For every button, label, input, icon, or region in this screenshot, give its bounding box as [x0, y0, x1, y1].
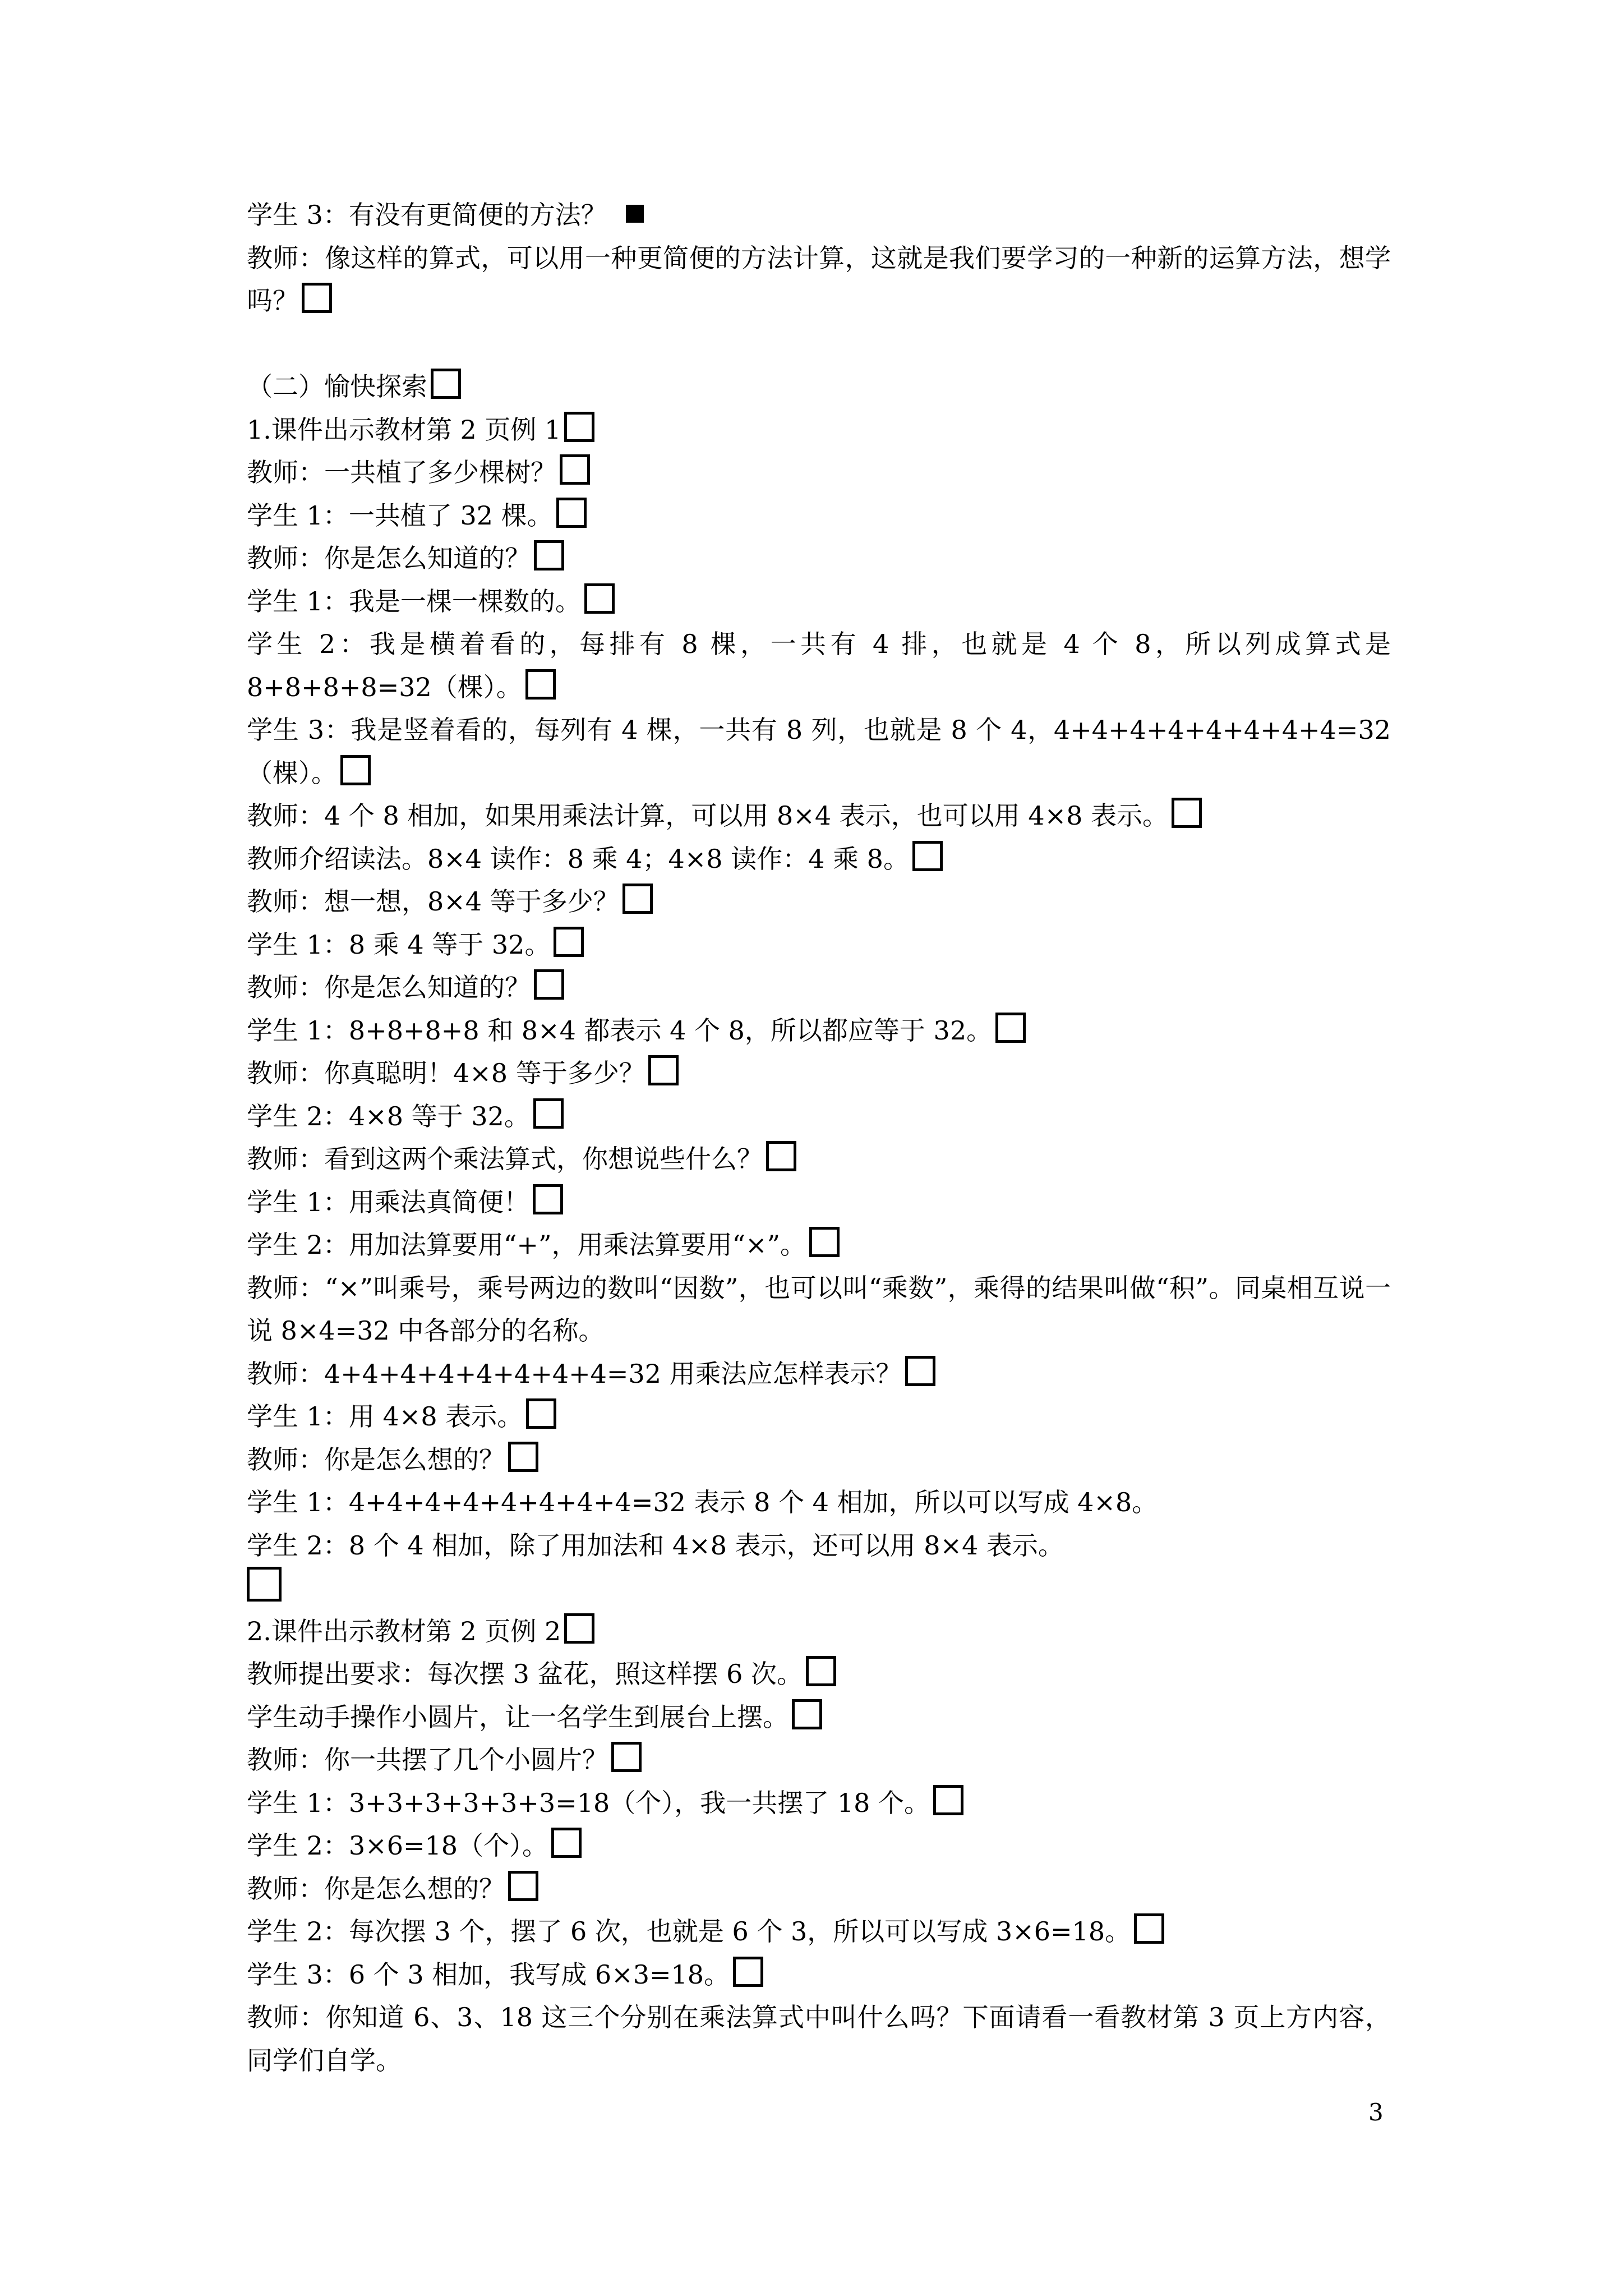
checkbox-icon — [806, 1656, 836, 1686]
blank-line — [247, 323, 1391, 366]
checkbox-icon — [564, 1613, 594, 1644]
checkbox-icon — [912, 841, 943, 871]
line-text: 学生 2：我是横着看的，每排有 8 棵，一共有 4 排，也就是 4 个 8，所以列成算式是 8+8+8+8=32（棵）。 — [247, 629, 1391, 702]
line-text: 学生 1：3+3+3+3+3+3=18（个），我一共摆了 18 个。 — [247, 1787, 930, 1818]
checkbox-icon — [905, 1356, 935, 1386]
checkbox-icon — [551, 1828, 582, 1858]
text-line — [247, 1181, 1391, 1224]
text-line — [247, 537, 1391, 580]
text-line — [247, 1009, 1391, 1052]
text-line — [247, 1610, 1391, 1653]
checkbox-icon — [584, 583, 615, 614]
text-line — [247, 1052, 1391, 1095]
text-line — [247, 580, 1391, 623]
checkbox-icon — [431, 369, 461, 399]
line-text: 学生 1：我是一棵一棵数的。 — [247, 586, 581, 616]
checkbox-icon — [623, 884, 653, 914]
line-text: 教师提出要求：每次摆 3 盆花，照这样摆 6 次。 — [247, 1659, 803, 1689]
text-line — [247, 1352, 1391, 1396]
line-text: 学生 3：6 个 3 相加，我写成 6×3=18。 — [247, 1959, 730, 1990]
checkbox-icon — [508, 1442, 538, 1472]
text-line — [247, 923, 1391, 967]
text-line — [247, 1395, 1391, 1438]
text-line — [247, 1996, 1391, 2082]
line-text: 教师：你是怎么知道的？ — [247, 543, 531, 573]
checkbox-icon — [1134, 1913, 1164, 1944]
line-text: 教师：你是怎么想的？ — [247, 1444, 505, 1475]
line-text: 学生 1：一共植了 32 棵。 — [247, 500, 553, 531]
checkbox-icon — [554, 927, 584, 957]
text-line — [247, 1653, 1391, 1696]
line-text: 教师：4 个 8 相加，如果用乘法计算，可以用 8×4 表示，也可以用 4×8 表示。 — [247, 800, 1169, 831]
line-text: 教师：4+4+4+4+4+4+4+4=32 用乘法应怎样表示？ — [247, 1358, 902, 1389]
line-text: 教师：你一共摆了几个小圆片？ — [247, 1745, 608, 1775]
text-line — [247, 1953, 1391, 1996]
checkbox-icon — [933, 1785, 963, 1815]
line-text: （二）愉快探索 — [247, 371, 427, 402]
line-text: 教师：看到这两个乘法算式，你想说些什么？ — [247, 1144, 763, 1174]
page-number: 3 — [1368, 2099, 1384, 2126]
line-text: 学生 3：我是竖着看的，每列有 4 棵，一共有 8 列，也就是 8 个 4，4+4+4+4+4+4+4+4=32（棵）。 — [247, 715, 1391, 788]
line-text: 学生 2：3×6=18（个）。 — [247, 1830, 548, 1861]
line-text: 教师：你知道 6、3、18 这三个分别在乘法算式中叫什么吗？下面请看一看教材第 3 页上方内容，同学们自学。 — [247, 2002, 1391, 2076]
text-line — [247, 1524, 1391, 1567]
text-line — [247, 1910, 1391, 1953]
text-line — [247, 451, 1391, 494]
lesson-transcript — [247, 194, 1391, 2082]
text-line — [247, 1095, 1391, 1138]
text-line — [247, 408, 1391, 452]
line-text: 教师：你是怎么想的？ — [247, 1873, 505, 1904]
checkbox-icon — [533, 1098, 564, 1129]
checkbox-icon — [526, 1398, 556, 1429]
line-text: 学生 1：用乘法真简便！ — [247, 1186, 529, 1217]
checkbox-icon — [508, 1871, 538, 1901]
text-line — [247, 1223, 1391, 1267]
checkbox-icon — [995, 1013, 1026, 1043]
line-text: 教师：“×”叫乘号，乘号两边的数叫“因数”，也可以叫“乘数”，乘得的结果叫做“积”。同桌相互说一说 8×4=32 中各部分的名称。 — [247, 1272, 1391, 1346]
checkbox-icon — [1172, 798, 1202, 828]
checkbox-icon — [340, 755, 371, 785]
line-text: 学生 1：8 乘 4 等于 32。 — [247, 929, 551, 960]
checkbox-icon — [534, 969, 564, 1000]
checkbox-icon — [766, 1141, 796, 1171]
checkbox-icon — [648, 1055, 679, 1085]
text-line — [247, 1696, 1391, 1739]
line-text: 教师：你真聪明！4×8 等于多少？ — [247, 1058, 645, 1088]
checkbox-icon — [534, 540, 564, 570]
line-text: 教师：像这样的算式，可以用一种更简便的方法计算，这就是我们要学习的一种新的运算方法，想学吗？ — [247, 242, 1391, 316]
text-line — [247, 1481, 1391, 1524]
text-line — [247, 880, 1391, 923]
checkbox-icon — [525, 669, 556, 700]
checkbox-icon — [533, 1184, 563, 1214]
line-text: 教师：你是怎么知道的？ — [247, 972, 531, 1002]
text-line — [247, 794, 1391, 838]
text-line — [247, 1138, 1391, 1181]
text-line — [247, 623, 1391, 708]
checkbox-icon — [809, 1227, 840, 1257]
text-line — [247, 494, 1391, 537]
line-text: 教师：想一想，8×4 等于多少？ — [247, 886, 619, 917]
section-heading — [247, 365, 1391, 408]
text-line — [247, 1738, 1391, 1782]
checkbox-icon — [733, 1957, 763, 1987]
line-text: 1.课件出示教材第 2 页例 1 — [247, 414, 561, 445]
text-line — [247, 237, 1391, 323]
text-line — [247, 1782, 1391, 1825]
text-line — [247, 1867, 1391, 1911]
text-line — [247, 1438, 1391, 1481]
text-line — [247, 1824, 1391, 1867]
checkbox-icon — [247, 1567, 282, 1602]
line-text: 学生 2：每次摆 3 个，摆了 6 次，也就是 6 个 3，所以可以写成 3×6=18。 — [247, 1916, 1131, 1947]
line-text: 教师介绍读法。8×4 读作：8 乘 4；4×8 读作：4 乘 8。 — [247, 843, 909, 874]
line-text: 学生 1：4+4+4+4+4+4+4+4=32 表示 8 个 4 相加，所以可以写成 4×8。 — [247, 1487, 1158, 1517]
line-text: 教师：一共植了多少棵树？ — [247, 457, 556, 487]
checkbox-icon — [560, 454, 590, 485]
line-text: 学生 2：8 个 4 相加，除了用加法和 4×8 表示，还可以用 8×4 表示。 — [247, 1530, 1064, 1561]
line-text: 学生 3：有没有更简便的方法？ — [247, 200, 607, 230]
box-line — [247, 1567, 1391, 1610]
text-line — [247, 708, 1391, 794]
text-line — [247, 194, 1391, 237]
line-text: 2.课件出示教材第 2 页例 2 — [247, 1616, 561, 1646]
line-text: 学生 2：用加法算要用“+”，用乘法算要用“×”。 — [247, 1230, 806, 1260]
text-line — [247, 1267, 1391, 1352]
checkbox-icon — [556, 498, 587, 528]
line-text: 学生 1：8+8+8+8 和 8×4 都表示 4 个 8，所以都应等于 32。 — [247, 1015, 993, 1046]
text-line — [247, 966, 1391, 1009]
checkbox-icon — [302, 283, 332, 313]
filled-square-icon — [626, 205, 644, 223]
line-text: 学生 2：4×8 等于 32。 — [247, 1101, 530, 1131]
line-text: 学生动手操作小圆片，让一名学生到展台上摆。 — [247, 1701, 789, 1732]
checkbox-icon — [611, 1742, 642, 1772]
checkbox-icon — [564, 412, 594, 442]
line-text: 学生 1：用 4×8 表示。 — [247, 1401, 523, 1432]
checkbox-icon — [792, 1699, 822, 1729]
text-line — [247, 838, 1391, 881]
